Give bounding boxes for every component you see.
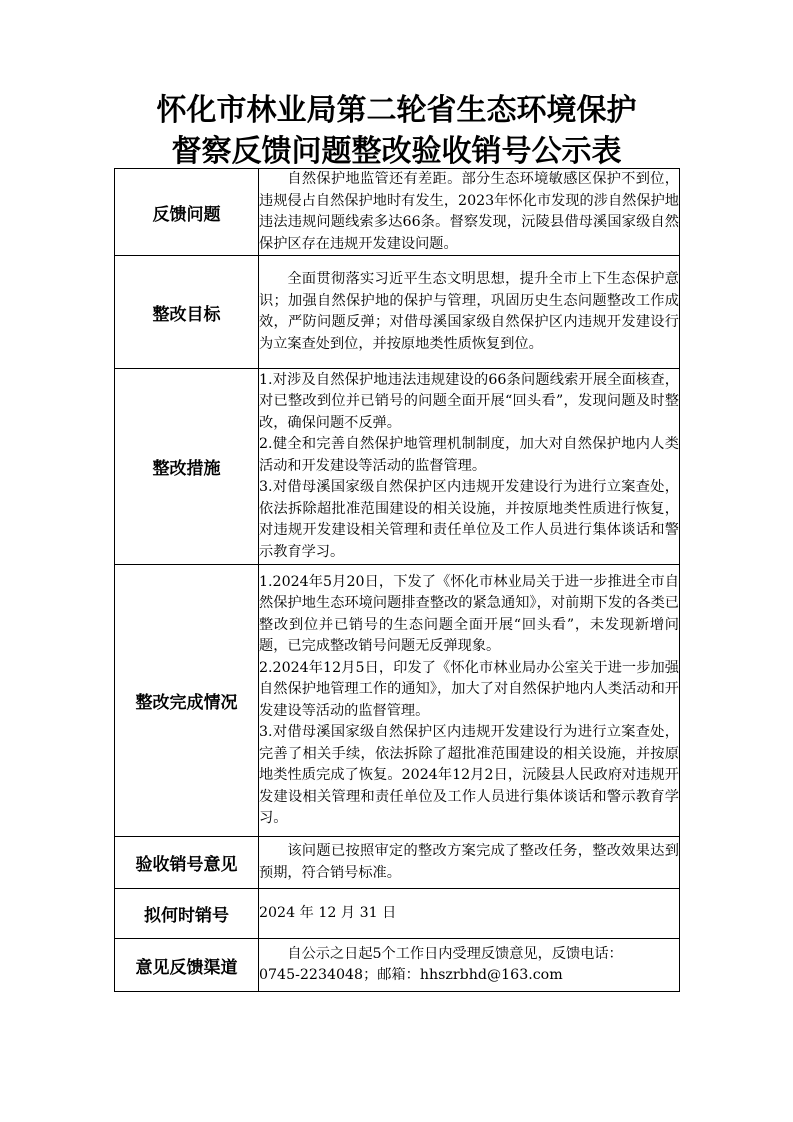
publicity-table	[114, 168, 680, 992]
row-label-planned-closure-date: 拟何时销号	[115, 889, 259, 939]
table-row	[115, 837, 680, 889]
row-label-acceptance-opinion: 验收销号意见	[115, 837, 259, 889]
content-paragraph: 1.对涉及自然保护地违法违规建设的66条问题线索开展全面核查，对已整改到位并已销号的问题全面开展“回头看”，发现问题及时整改，确保问题不反弹。	[259, 371, 679, 431]
document-title-line2: 督察反馈问题整改验收销号公示表	[171, 134, 622, 169]
row-label-completion-status: 整改完成情况	[115, 565, 259, 837]
content-paragraph: 全面贯彻落实习近平生态文明思想，提升全市上下生态保护意识；加强自然保护地的保护与管理，巩固历史生态问题整改工作成效，严防问题反弹；对借母溪国家级自然保护区内违规开发建设行为立案查处到位，并按原地类性质恢复到位。	[259, 271, 679, 352]
content-paragraph: 2.健全和完善自然保护地管理机制制度，加大对自然保护地内人类活动和开发建设等活动的监督管理。	[259, 436, 679, 474]
row-content-rectification-measures	[259, 369, 680, 565]
content-paragraph: 2.2024年12月5日，印发了《怀化市林业局办公室关于进一步加强自然保护地管理工作的通知》，加大了对自然保护地内人类活动和开发建设等活动的监督管理。	[259, 659, 679, 719]
table-row	[115, 256, 680, 369]
content-paragraph: 3.对借母溪国家级自然保护区内违规开发建设行为进行立案查处，完善了相关手续，依法拆除了超批准范围建设的相关设施，并按原地类性质完成了恢复。2024年12月2日，沅陵县人民政府对违规开发建设相关管理和责任单位及工作人员进行集体谈话和警示教育学习。	[259, 724, 679, 826]
closure-date: 2024 年 12 月 31 日	[259, 904, 397, 921]
row-label-rectification-measures: 整改措施	[115, 369, 259, 565]
content-paragraph: 1.2024年5月20日，下发了《怀化市林业局关于进一步推进全市自然保护地生态环境问题排查整改的紧急通知》，对前期下发的各类已整改到位并已销号的生态问题全面开展“回头看”，未发现新增问题，已完成整改销号问题无反弹现象。	[259, 573, 679, 654]
row-content-feedback-issue	[259, 169, 680, 256]
row-content-completion-status	[259, 565, 680, 837]
row-label-feedback-channel: 意见反馈渠道	[115, 939, 259, 992]
table-row	[115, 169, 680, 256]
content-paragraph: 3.对借母溪国家级自然保护区内违规开发建设行为进行立案查处，依法拆除超批准范围建设的相关设施，并按原地类性质进行恢复，对违规开发建设相关管理和责任单位及工作人员进行集体谈话和警示教育学习。	[259, 479, 679, 560]
row-content-rectification-goal	[259, 256, 680, 369]
row-label-rectification-goal: 整改目标	[115, 256, 259, 369]
row-content-acceptance-opinion	[259, 837, 680, 889]
row-label-feedback-issue: 反馈问题	[115, 169, 259, 256]
row-content-planned-closure-date	[259, 889, 680, 939]
content-paragraph: 该问题已按照审定的整改方案完成了整改任务，整改效果达到预期，符合销号标准。	[259, 843, 679, 881]
document-title-line1: 怀化市林业局第二轮省生态环境保护	[156, 93, 637, 128]
contact-info: 0745-2234048；邮箱：hhszrbhd@163.com	[259, 967, 563, 983]
table-row	[115, 889, 680, 939]
table-row	[115, 369, 680, 565]
table-row	[115, 565, 680, 837]
row-content-feedback-channel	[259, 939, 680, 992]
table-row	[115, 939, 680, 992]
content-paragraph: 自公示之日起5个工作日内受理反馈意见，反馈电话：	[287, 945, 623, 962]
content-paragraph: 自然保护地监管还有差距。部分生态环境敏感区保护不到位，违规侵占自然保护地时有发生，2023年怀化市发现的涉自然保护地违法违规问题线索多达66条。督察发现，沅陵县借母溪国家级自然保护区存在违规开发建设问题。	[259, 171, 679, 252]
